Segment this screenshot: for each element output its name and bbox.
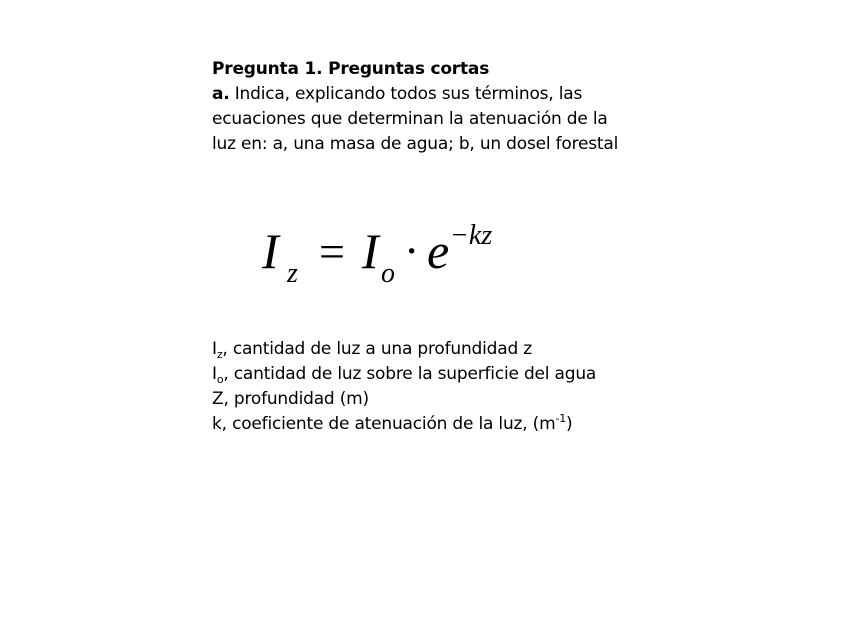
definition-text: , coeficiente de atenuación de la luz, (m: [221, 414, 556, 434]
definition-k: [212, 412, 642, 437]
definition-tail: ): [566, 414, 573, 434]
definition-symbol: I: [212, 364, 217, 384]
definition-subscript: o: [216, 373, 224, 386]
formula-rhs-sub: o: [381, 258, 395, 289]
definition-text: , cantidad de luz sobre la superficie del agua: [223, 364, 597, 384]
question-body: Indica, explicando todos sus términos, las ecuaciones que determinan la atenuación de la luz en: a, una masa de agua; b, un dosel forestal: [212, 84, 619, 154]
question-prefix: a.: [212, 84, 230, 104]
definition-subscript: z: [216, 348, 223, 361]
definition-iz: [212, 337, 642, 362]
definition-text: , cantidad de luz a una profundidad z: [222, 339, 532, 359]
question-text: [212, 82, 632, 157]
definition-text: , profundidad (m): [223, 389, 369, 409]
definition-superscript: -1: [555, 412, 567, 425]
definition-z: [212, 387, 642, 412]
definition-symbol: Z: [212, 389, 224, 409]
definition-symbol: k: [212, 414, 222, 434]
formula-dot: ·: [404, 225, 420, 276]
formula-equals: =: [319, 226, 345, 277]
formula-lhs: I: [262, 223, 279, 279]
formula-rhs: I: [362, 223, 379, 279]
formula-lhs-sub: z: [287, 258, 298, 289]
attenuation-formula: [262, 212, 522, 302]
definition-io: [212, 362, 642, 387]
question-title: Pregunta 1. Preguntas cortas: [212, 59, 490, 79]
formula-svg: [262, 212, 522, 302]
definition-symbol: I: [212, 339, 217, 359]
definitions-list: [212, 337, 642, 437]
formula-exponent: −kz: [450, 220, 493, 251]
formula-base: e: [427, 223, 450, 279]
question-block: [212, 57, 632, 157]
